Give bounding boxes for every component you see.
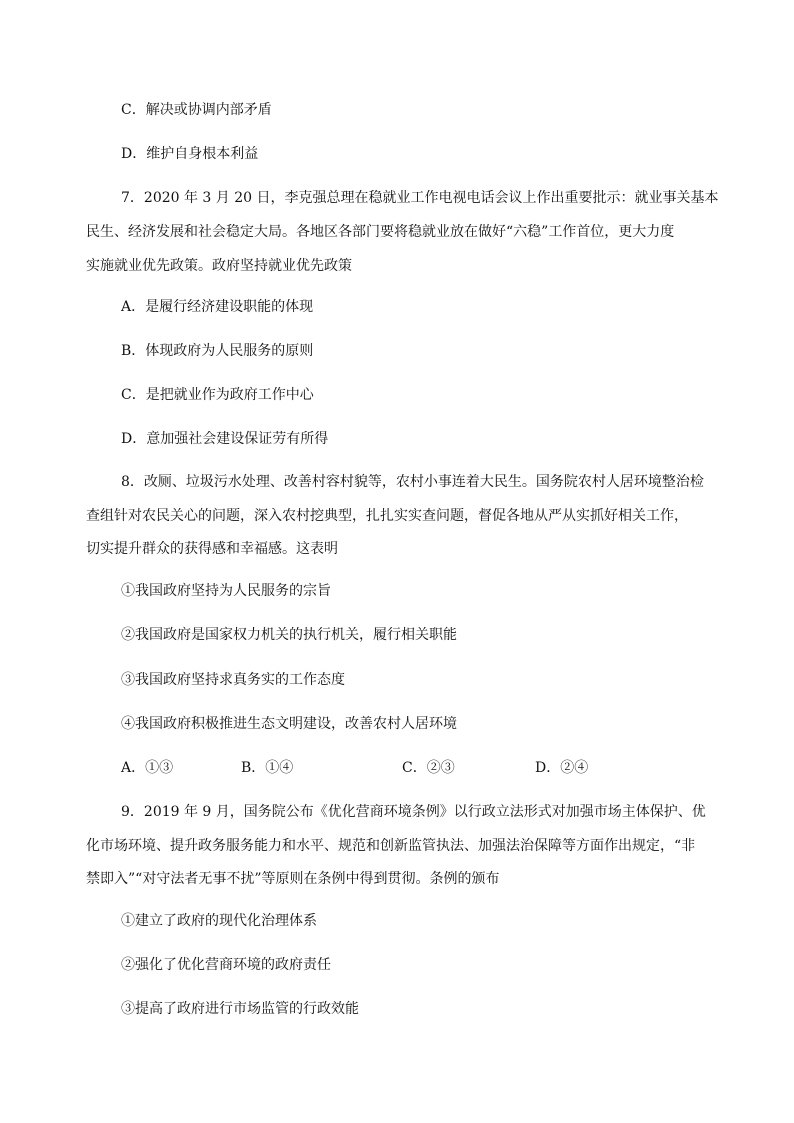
q9-item-1: ①建立了政府的现代化治理体系 bbox=[121, 913, 317, 929]
q7-stem-line-2: 民生、经济发展和社会稳定大局。各地区各部门要将稳就业放在做好“六稳”工作首位，更大力度 bbox=[86, 224, 675, 240]
q7-option-d: D．意加强社会建设保证劳有所得 bbox=[121, 431, 329, 447]
q7-stem-line-3: 实施就业优先政策。政府坚持就业优先政策 bbox=[86, 258, 352, 274]
q8-choice-b: B．①④ bbox=[241, 760, 294, 776]
q7-option-c: C．是把就业作为政府工作中心 bbox=[121, 387, 314, 403]
q8-choice-a: A．①③ bbox=[121, 760, 174, 776]
q8-item-3: ③我国政府坚持求真务实的工作态度 bbox=[121, 672, 345, 688]
q7-stem-line-1: 7．2020 年 3 月 20 日，李克强总理在稳就业工作电视电话会议上作出重要批示：就业事关基本 bbox=[121, 190, 719, 206]
q8-choice-d: D．②④ bbox=[535, 760, 589, 776]
q8-item-4: ④我国政府积极推进生态文明建设，改善农村人居环境 bbox=[121, 716, 457, 732]
q8-item-1: ①我国政府坚持为人民服务的宗旨 bbox=[121, 583, 331, 599]
q8-stem-line-2: 查组针对农民关心的问题，深入农村挖典型，扎扎实实查问题，督促各地从严从实抓好相关工作， bbox=[86, 508, 688, 524]
q7-option-a: A．是履行经济建设职能的体现 bbox=[121, 299, 314, 315]
q8-choice-c: C．②③ bbox=[402, 760, 455, 776]
q8-item-2: ②我国政府是国家权力机关的执行机关，履行相关职能 bbox=[121, 627, 457, 643]
q9-stem-line-2: 化市场环境、提升政务服务能力和水平、规范和创新监管执法、加强法治保障等方面作出规定，“非 bbox=[86, 838, 696, 854]
q9-item-3: ③提高了政府进行市场监管的行政效能 bbox=[121, 1001, 359, 1017]
q7-option-b: B．体现政府为人民服务的原则 bbox=[121, 343, 314, 359]
q6-option-c: C．解决或协调内部矛盾 bbox=[121, 102, 272, 118]
q8-choices bbox=[121, 758, 681, 778]
q8-stem-line-1: 8．改厕、垃圾污水处理、改善村容村貌等，农村小事连着大民生。国务院农村人居环境整治检 bbox=[121, 474, 704, 490]
q8-stem-line-3: 切实提升群众的获得感和幸福感。这表明 bbox=[86, 541, 338, 557]
q9-stem-line-3: 禁即入”“对守法者无事不扰”等原则在条例中得到贯彻。条例的颁布 bbox=[86, 871, 500, 887]
q9-item-2: ②强化了优化营商环境的政府责任 bbox=[121, 957, 331, 973]
q6-option-d: D．维护自身根本利益 bbox=[121, 146, 259, 162]
q9-stem-line-1: 9．2019 年 9 月，国务院公布《优化营商环境条例》以行政立法形式对加强市场主体保护、优 bbox=[121, 804, 706, 820]
